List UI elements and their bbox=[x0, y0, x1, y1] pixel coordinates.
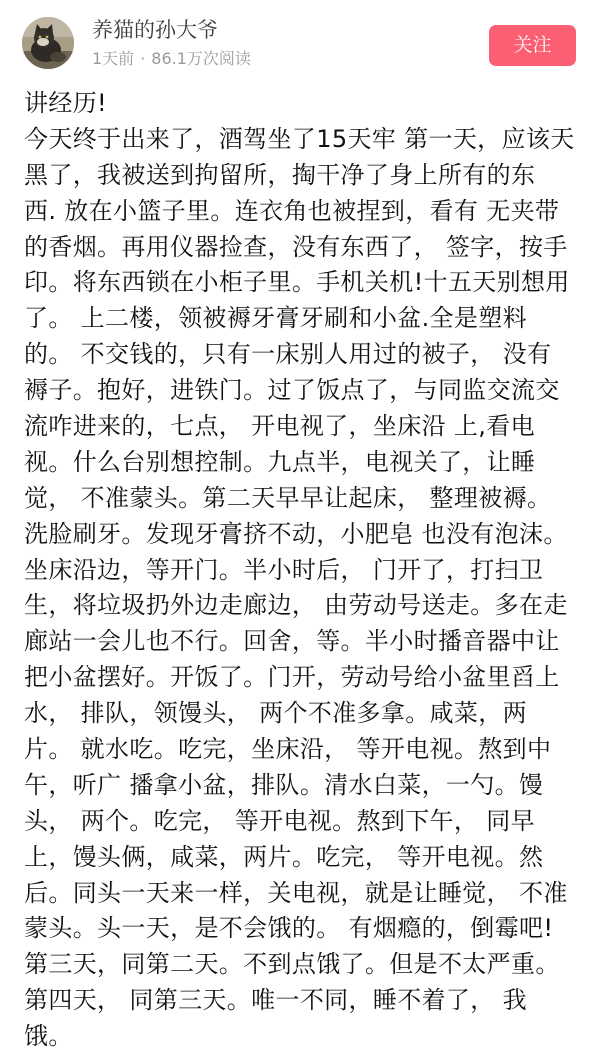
article-line: 西. 放在小篮子里。连衣角也被捏到，看有 无夹带 bbox=[24, 196, 560, 225]
article-line: 坐床沿边，等开门。半小时后， 门开了，打扫卫 bbox=[24, 555, 544, 584]
article-line: 生，将垃圾扔外边走廊边， 由劳动号送走。多在走 bbox=[24, 591, 568, 620]
post-time: 1天前 bbox=[92, 49, 135, 68]
article-body bbox=[24, 86, 584, 1055]
article-line: 蒙头。头一天，是不会饿的。 有烟瘾的，倒霉吧! bbox=[24, 914, 554, 943]
meta-separator: · bbox=[140, 49, 146, 68]
article-line: 流咋进来的，七点， 开电视了，坐床沿 上,看电 bbox=[24, 412, 535, 441]
article-line: 第四天， 同第三天。唯一不同，睡不着了， 我 bbox=[24, 986, 527, 1015]
article-line: 洗脸刷牙。发现牙膏挤不动，小肥皂 也没有泡沫。 bbox=[24, 519, 568, 548]
article-line: 今天终于出来了，酒驾坐了15天牢 第一天，应该天 bbox=[24, 124, 575, 153]
article-line: 饿。 bbox=[24, 1022, 73, 1051]
author-name[interactable]: 养猫的孙大爷 bbox=[92, 18, 218, 42]
article-line: 后。同头一天来一样，关电视，就是让睡觉， 不准 bbox=[24, 878, 568, 907]
cat-avatar-icon bbox=[22, 17, 74, 69]
post-header bbox=[0, 0, 600, 84]
article-line: 片。 就水吃。吃完，坐床沿， 等开电视。熬到中 bbox=[24, 735, 552, 764]
article-line: 黑了，我被送到拘留所，掏干净了身上所有的东 bbox=[24, 160, 536, 189]
article-line: 廊站一会儿也不行。回舍，等。半小时播音器中让 bbox=[24, 627, 560, 656]
article-line: 午，听广 播拿小盆，排队。清水白菜，一勺。馒 bbox=[24, 770, 544, 799]
article-line: 印。将东西锁在小柜子里。手机关机!十五天别想用 bbox=[24, 268, 570, 297]
article-line: 的。 不交钱的，只有一床别人用过的被子， 没有 bbox=[24, 340, 552, 369]
view-count: 86.1万次阅读 bbox=[151, 49, 251, 68]
article-line: 视。什么台别想控制。九点半，电视关了，让睡 bbox=[24, 447, 536, 476]
article-line: 讲经历! bbox=[24, 89, 108, 117]
post-meta bbox=[92, 48, 251, 70]
article-line: 的香烟。再用仪器捡查，没有东西了， 签字，按手 bbox=[24, 232, 568, 261]
article-line: 第三天，同第二天。不到点饿了。但是不太严重。 bbox=[24, 950, 560, 979]
follow-button[interactable]: 关注 bbox=[489, 25, 576, 66]
article-line: 把小盆摆好。开饭了。门开，劳动号给小盆里舀上 bbox=[24, 663, 560, 692]
article-line: 上，馒头俩，咸菜，两片。吃完， 等开电视。然 bbox=[24, 842, 544, 871]
article-line: 水， 排队，领馒头， 两个不准多拿。咸菜，两 bbox=[24, 699, 527, 728]
article-line: 头， 两个。吃完， 等开电视。熬到下午， 同早 bbox=[24, 806, 535, 835]
article-line: 褥子。抱好，进铁门。过了饭点了，与同监交流交 bbox=[24, 376, 560, 405]
author-avatar[interactable] bbox=[22, 17, 74, 69]
article-line: 觉， 不准蒙头。第二天早早让起床， 整理被褥。 bbox=[24, 483, 552, 512]
article-line: 了。 上二楼，领被褥牙膏牙刷和小盆.全是塑料 bbox=[24, 304, 527, 333]
